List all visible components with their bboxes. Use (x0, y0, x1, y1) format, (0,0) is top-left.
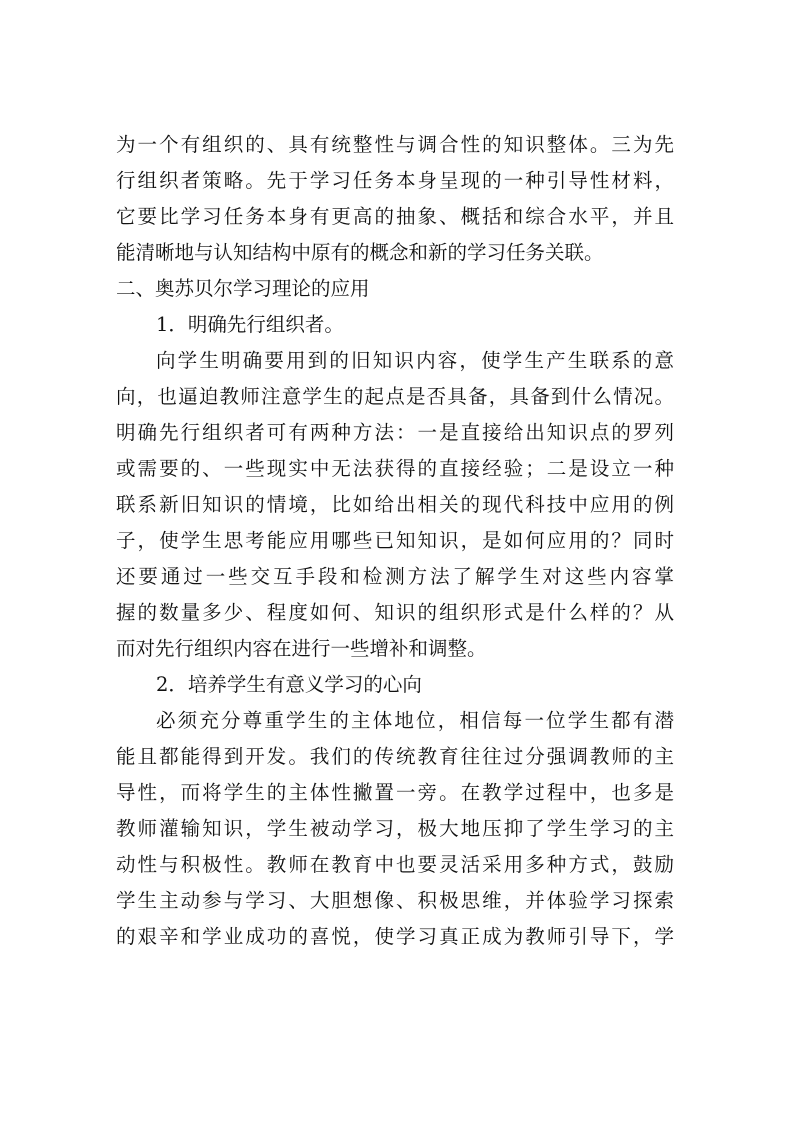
subsection-heading-2: 2．培养学生有意义学习的心向 (156, 673, 422, 696)
text-line: 它要比学习任务本身有更高的抽象、概括和综合水平，并且 (116, 205, 674, 228)
text-line: 明确先行组织者可有两种方法：一是直接给出知识点的罗列 (116, 421, 674, 444)
text-line: 的艰辛和学业成功的喜悦，使学习真正成为教师引导下，学 (116, 925, 674, 948)
text-line: 必须充分尊重学生的主体地位，相信每一位学生都有潜 (156, 709, 674, 732)
text-line: 向学生明确要用到的旧知识内容，使学生产生联系的意 (156, 349, 674, 372)
paragraph-subsection-2 (116, 703, 674, 955)
text-line: 动性与积极性。教师在教育中也要灵活采用多种方式，鼓励 (116, 853, 674, 876)
text-line: 或需要的、一些现实中无法获得的直接经验；二是设立一种 (116, 457, 674, 480)
text-line: 学生主动参与学习、大胆想像、积极思维，并体验学习探索 (116, 889, 674, 912)
text-line: 为一个有组织的、具有统整性与调合性的知识整体。三为先 (116, 133, 674, 156)
text-line: 还要通过一些交互手段和检测方法了解学生对这些内容掌 (116, 565, 674, 588)
text-line: 向，也逼迫教师注意学生的起点是否具备，具备到什么情况。 (116, 385, 674, 408)
text-line: 教师灌输知识，学生被动学习，极大地压抑了学生学习的主 (116, 817, 674, 840)
text-line: 子，使学生思考能应用哪些已知知识，是如何应用的？同时 (116, 529, 674, 552)
text-line: 能且都能得到开发。我们的传统教育往往过分强调教师的主 (116, 745, 674, 768)
text-line: 联系新旧知识的情境，比如给出相关的现代科技中应用的例 (116, 493, 674, 516)
text-line: 而对先行组织内容在进行一些增补和调整。 (116, 637, 487, 660)
paragraph-continued (116, 127, 674, 271)
text-line: 行组织者策略。先于学习任务本身呈现的一种引导性材料， (116, 169, 674, 192)
section-heading: 二、奥苏贝尔学习理论的应用 (116, 277, 370, 300)
subsection-heading-1: 1．明确先行组织者。 (156, 313, 344, 336)
document-body (116, 127, 674, 955)
text-line: 握的数量多少、程度如何、知识的组织形式是什么样的？从 (116, 601, 674, 624)
text-line: 导性，而将学生的主体性撇置一旁。在教学过程中，也多是 (116, 781, 674, 804)
paragraph-subsection-1 (116, 343, 674, 667)
text-line: 能清晰地与认知结构中原有的概念和新的学习任务关联。 (116, 241, 604, 264)
